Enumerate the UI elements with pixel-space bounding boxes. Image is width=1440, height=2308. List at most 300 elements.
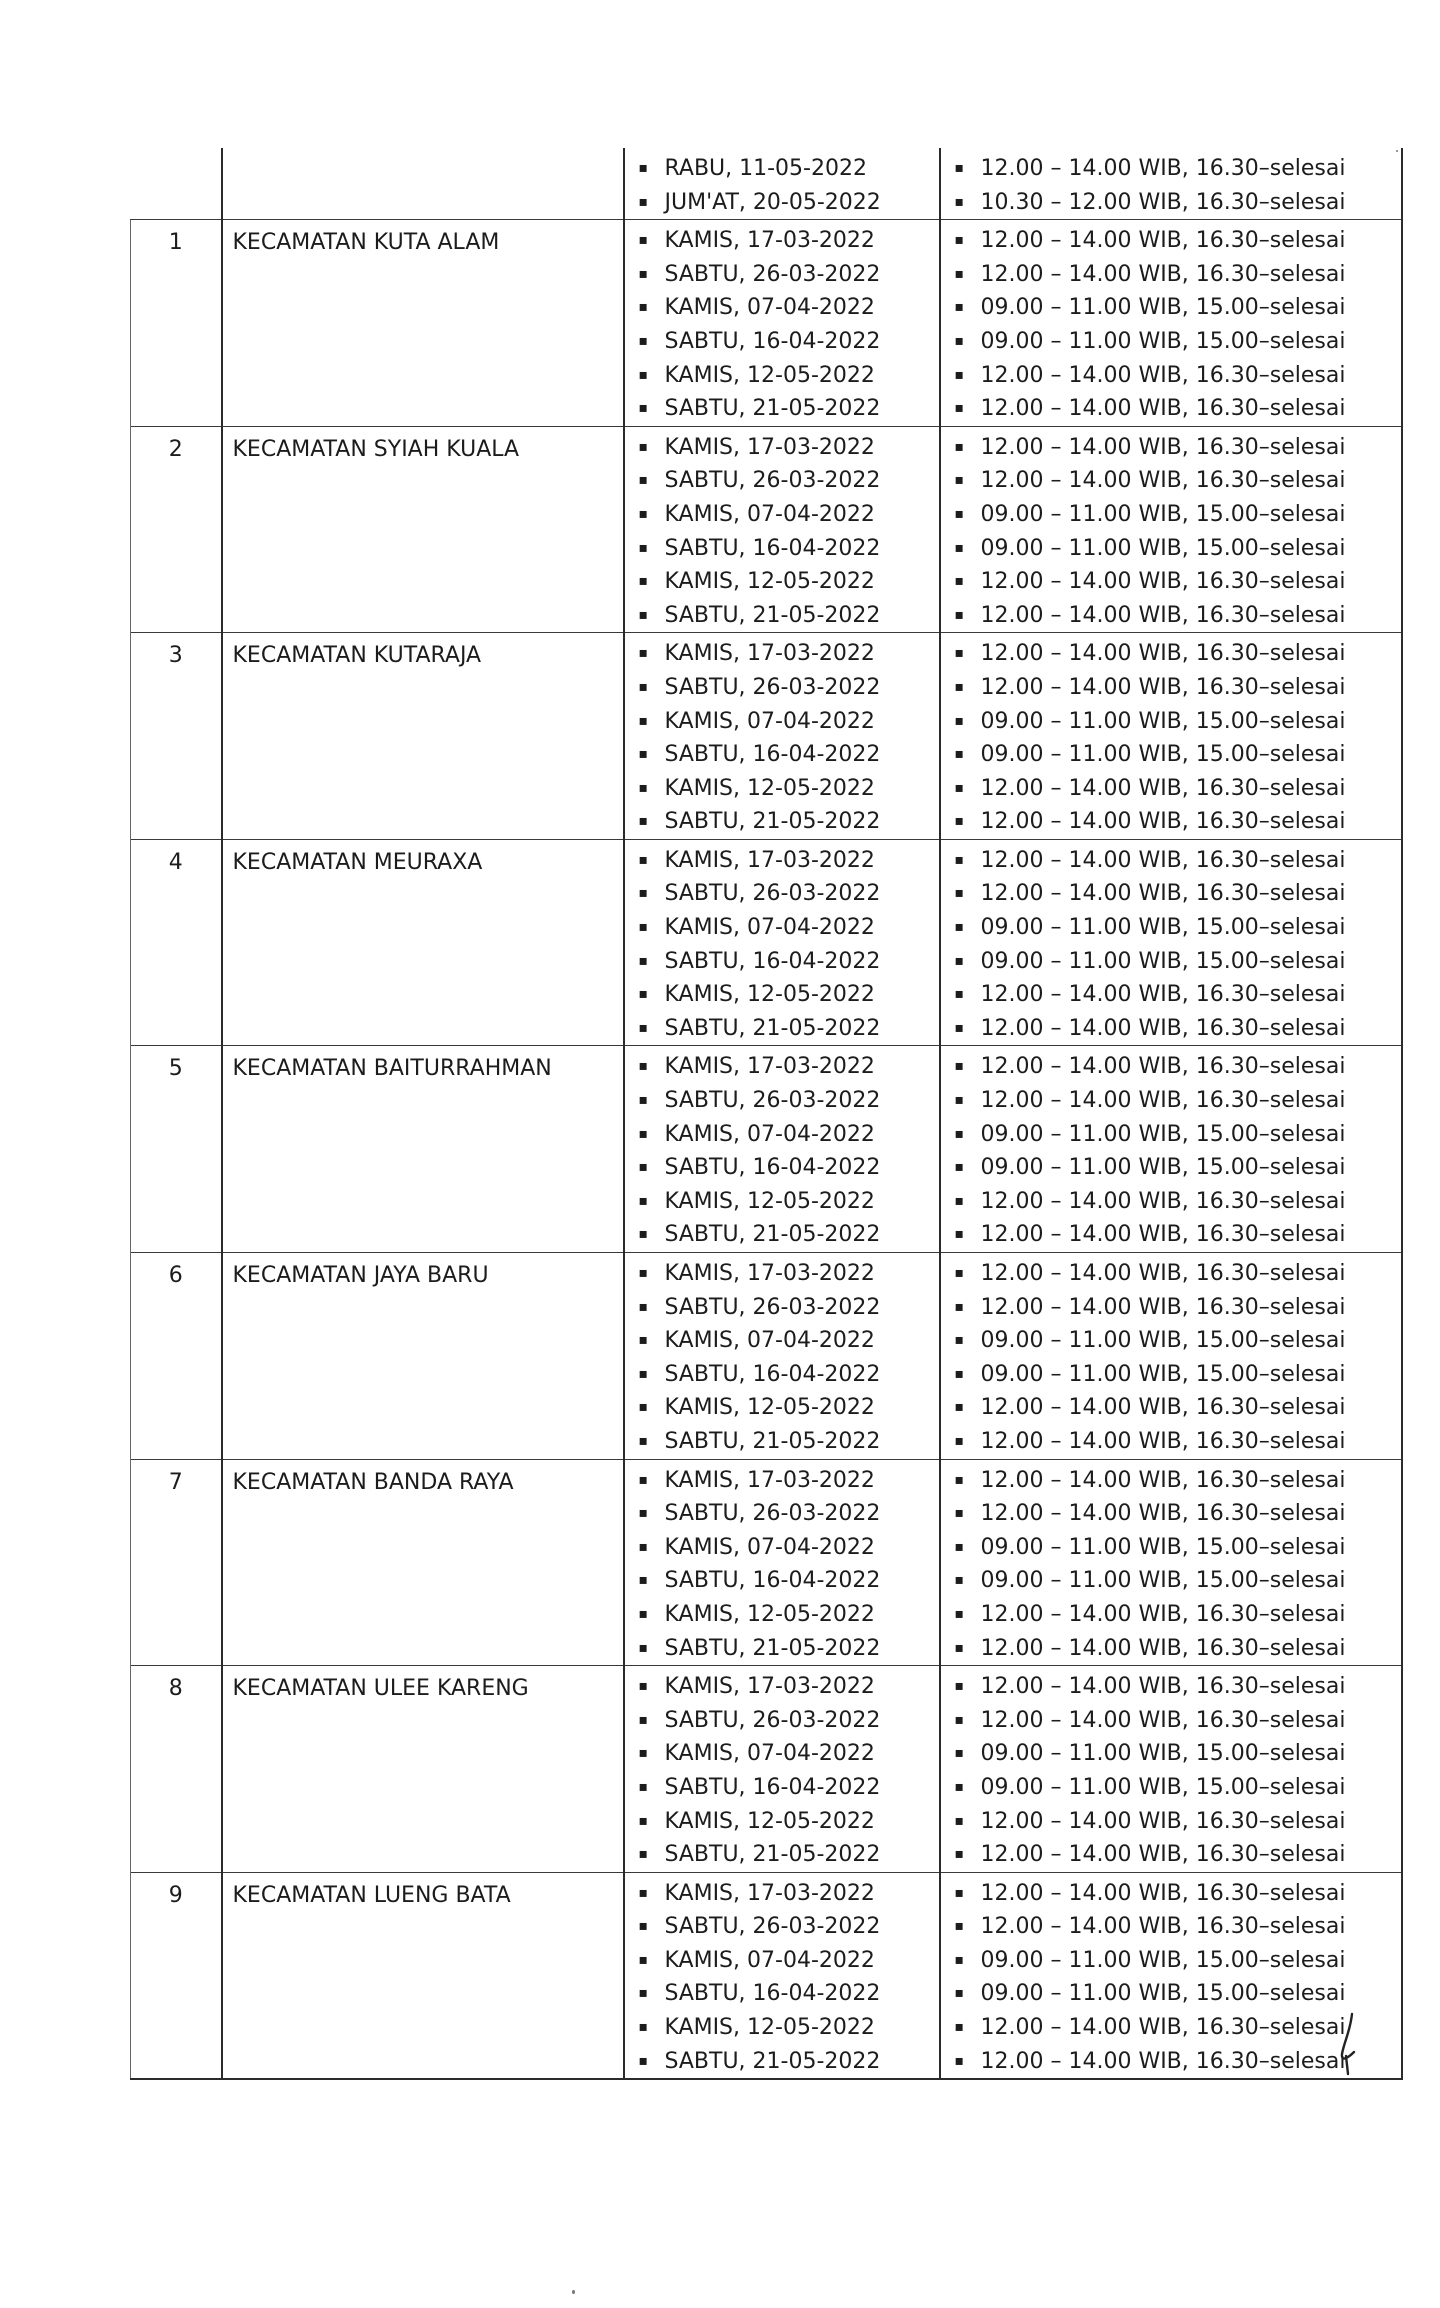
row-number: 8 xyxy=(131,1666,222,1873)
schedule-day-text: RABU, 11-05-2022 xyxy=(664,156,867,181)
bullet-icon: ▪ xyxy=(638,472,648,489)
schedule-days-cell xyxy=(624,1253,940,1460)
schedule-time-item xyxy=(955,291,1401,325)
schedule-day-text: KAMIS, 17-03-2022 xyxy=(664,1880,875,1906)
bullet-icon: ▪ xyxy=(638,160,648,176)
bullet-icon: ▪ xyxy=(954,746,964,763)
bullet-icon: ▪ xyxy=(954,678,964,695)
schedule-day-text: KAMIS, 17-03-2022 xyxy=(664,1674,875,1700)
schedule-day-text: KAMIS, 12-05-2022 xyxy=(664,775,875,801)
schedule-day-item xyxy=(639,258,939,292)
bullet-icon: ▪ xyxy=(638,1605,648,1622)
schedule-time-text: 12.00 – 14.00 WIB, 16.30–selesai xyxy=(980,1188,1346,1214)
schedule-time-item xyxy=(955,325,1401,359)
bullet-icon: ▪ xyxy=(638,1365,648,1382)
row-number: 2 xyxy=(131,426,222,633)
bullet-icon: ▪ xyxy=(954,1846,964,1863)
schedule-time-item xyxy=(955,844,1401,878)
row-number: 5 xyxy=(131,1046,222,1253)
schedule-time-item xyxy=(955,1497,1401,1531)
schedule-day-text: SABTU, 21-05-2022 xyxy=(664,602,881,628)
schedule-day-text: KAMIS, 07-04-2022 xyxy=(664,501,875,527)
table-row xyxy=(131,1666,1402,1873)
bullet-icon: ▪ xyxy=(638,2052,648,2069)
bullet-icon: ▪ xyxy=(638,952,648,969)
district-name: KECAMATAN MEURAXA xyxy=(222,839,624,1046)
schedule-time-item xyxy=(955,532,1401,566)
schedule-time-text: 12.00 – 14.00 WIB, 16.30–selesai xyxy=(980,1467,1346,1493)
schedule-time-text: 12.00 – 14.00 WIB, 16.30–selesai xyxy=(980,362,1346,388)
schedule-days-cell xyxy=(624,1459,940,1666)
schedule-day-item xyxy=(639,805,939,839)
schedule-time-text: 12.00 – 14.00 WIB, 16.30–selesai xyxy=(980,1842,1346,1868)
schedule-time-item xyxy=(955,738,1401,772)
bullet-icon: ▪ xyxy=(954,2019,964,2036)
schedule-time-item xyxy=(955,1805,1401,1839)
district-name: KECAMATAN LUENG BATA xyxy=(222,1872,624,2079)
bullet-icon: ▪ xyxy=(638,539,648,556)
schedule-times-cell xyxy=(940,148,1402,220)
bullet-icon: ▪ xyxy=(954,1092,964,1109)
schedule-day-text: SABTU, 16-04-2022 xyxy=(664,1568,881,1594)
schedule-time-text: 12.00 – 14.00 WIB, 16.30–selesai xyxy=(980,775,1346,801)
bullet-icon: ▪ xyxy=(638,232,648,249)
district-name: KECAMATAN KUTARAJA xyxy=(222,633,624,840)
bullet-icon: ▪ xyxy=(638,1159,648,1176)
schedule-time-item xyxy=(955,1838,1401,1872)
bullet-icon: ▪ xyxy=(638,712,648,729)
bullet-icon: ▪ xyxy=(954,712,964,729)
schedule-days-cell xyxy=(624,1666,940,1873)
bullet-icon: ▪ xyxy=(954,1605,964,1622)
bullet-icon: ▪ xyxy=(638,1058,648,1075)
bullet-icon: ▪ xyxy=(954,606,964,623)
schedule-day-item xyxy=(639,1358,939,1392)
schedule-day-text: SABTU, 26-03-2022 xyxy=(664,468,881,494)
schedule-day-text: KAMIS, 17-03-2022 xyxy=(664,1054,875,1080)
schedule-time-text: 09.00 – 11.00 WIB, 15.00–selesai xyxy=(980,1568,1346,1594)
bullet-icon: ▪ xyxy=(954,1639,964,1656)
bullet-icon: ▪ xyxy=(638,366,648,383)
bullet-icon: ▪ xyxy=(954,1778,964,1795)
schedule-time-text: 12.00 – 14.00 WIB, 16.30–selesai xyxy=(980,1054,1346,1080)
schedule-time-item xyxy=(955,1737,1401,1771)
bullet-icon: ▪ xyxy=(954,1678,964,1695)
schedule-time-text: 12.00 – 14.00 WIB, 16.30–selesai xyxy=(980,1808,1346,1834)
schedule-day-item xyxy=(639,1050,939,1084)
bullet-icon: ▪ xyxy=(954,1159,964,1176)
schedule-time-item xyxy=(955,392,1401,426)
schedule-day-item xyxy=(639,1257,939,1291)
bullet-icon: ▪ xyxy=(954,1226,964,1243)
schedule-time-item xyxy=(955,1391,1401,1425)
schedule-time-text: 09.00 – 11.00 WIB, 15.00–selesai xyxy=(980,328,1346,354)
schedule-time-item xyxy=(955,1944,1401,1978)
bullet-icon: ▪ xyxy=(954,2052,964,2069)
bullet-icon: ▪ xyxy=(638,1432,648,1449)
schedule-time-item xyxy=(955,671,1401,705)
schedule-time-text: 12.00 – 14.00 WIB, 16.30–selesai xyxy=(980,881,1346,907)
schedule-day-item xyxy=(639,911,939,945)
schedule-time-item xyxy=(955,978,1401,1012)
schedule-times-cell xyxy=(940,220,1402,427)
schedule-time-item xyxy=(955,1977,1401,2011)
schedule-day-item xyxy=(639,325,939,359)
schedule-day-item xyxy=(639,1391,939,1425)
bullet-icon: ▪ xyxy=(954,779,964,796)
schedule-day-item xyxy=(639,1877,939,1911)
schedule-time-item xyxy=(955,359,1401,393)
bullet-icon: ▪ xyxy=(954,952,964,969)
scan-speck xyxy=(1396,150,1398,152)
schedule-time-item xyxy=(955,1358,1401,1392)
table-row xyxy=(131,220,1402,427)
schedule-time-text: 12.00 – 14.00 WIB, 16.30–selesai xyxy=(980,847,1346,873)
district-name: KECAMATAN BANDA RAYA xyxy=(222,1459,624,1666)
schedule-day-item xyxy=(639,705,939,739)
schedule-times-cell xyxy=(940,1459,1402,1666)
schedule-day-text: JUM'AT, 20-05-2022 xyxy=(664,189,881,215)
schedule-time-text: 12.00 – 14.00 WIB, 16.30–selesai xyxy=(980,1088,1346,1114)
bullet-icon: ▪ xyxy=(638,746,648,763)
schedule-time-item xyxy=(955,1084,1401,1118)
bullet-icon: ▪ xyxy=(954,986,964,1003)
bullet-icon: ▪ xyxy=(954,1399,964,1416)
schedule-time-item xyxy=(955,1118,1401,1152)
schedule-time-item xyxy=(955,152,1401,186)
bullet-icon: ▪ xyxy=(954,1058,964,1075)
schedule-time-item xyxy=(955,1151,1401,1185)
bullet-icon: ▪ xyxy=(638,1639,648,1656)
schedule-day-text: KAMIS, 12-05-2022 xyxy=(664,982,875,1008)
schedule-day-item xyxy=(639,1425,939,1459)
bullet-icon: ▪ xyxy=(954,160,964,176)
schedule-day-text: SABTU, 26-03-2022 xyxy=(664,1914,881,1940)
schedule-time-text: 09.00 – 11.00 WIB, 15.00–selesai xyxy=(980,501,1346,527)
bullet-icon: ▪ xyxy=(954,1745,964,1762)
schedule-time-text: 12.00 – 14.00 WIB, 16.30–selesai xyxy=(980,1261,1346,1286)
bullet-icon: ▪ xyxy=(638,678,648,695)
schedule-time-text: 09.00 – 11.00 WIB, 15.00–selesai xyxy=(980,1981,1346,2007)
bullet-icon: ▪ xyxy=(638,1399,648,1416)
bullet-icon: ▪ xyxy=(954,851,964,868)
schedule-day-text: KAMIS, 07-04-2022 xyxy=(664,1121,875,1147)
schedule-day-item xyxy=(639,1531,939,1565)
schedule-day-item xyxy=(639,1324,939,1358)
schedule-day-item xyxy=(639,1564,939,1598)
table-row xyxy=(131,1872,1402,2079)
schedule-time-text: 10.30 – 12.00 WIB, 16.30–selesai xyxy=(980,189,1346,215)
bullet-icon: ▪ xyxy=(638,1265,648,1281)
schedule-day-item xyxy=(639,1670,939,1704)
scan-speck xyxy=(572,2290,575,2294)
schedule-day-item xyxy=(639,1838,939,1872)
schedule-time-text: 12.00 – 14.00 WIB, 16.30–selesai xyxy=(980,156,1346,181)
schedule-time-item xyxy=(955,1257,1401,1291)
bullet-icon: ▪ xyxy=(638,1812,648,1829)
schedule-day-item xyxy=(639,2011,939,2045)
schedule-days-cell xyxy=(624,1872,940,2079)
schedule-day-text: KAMIS, 17-03-2022 xyxy=(664,434,875,460)
bullet-icon: ▪ xyxy=(638,1884,648,1901)
schedule-time-item xyxy=(955,1218,1401,1252)
schedule-time-item xyxy=(955,186,1401,220)
schedule-time-item xyxy=(955,705,1401,739)
bullet-icon: ▪ xyxy=(638,505,648,522)
schedule-time-text: 09.00 – 11.00 WIB, 15.00–selesai xyxy=(980,1947,1346,1973)
bullet-icon: ▪ xyxy=(638,813,648,830)
schedule-day-text: KAMIS, 07-04-2022 xyxy=(664,1534,875,1560)
bullet-icon: ▪ xyxy=(638,1332,648,1349)
bullet-icon: ▪ xyxy=(638,1092,648,1109)
bullet-icon: ▪ xyxy=(954,400,964,417)
bullet-icon: ▪ xyxy=(954,299,964,316)
schedule-time-item xyxy=(955,1185,1401,1219)
schedule-day-item xyxy=(639,671,939,705)
bullet-icon: ▪ xyxy=(954,193,964,210)
row-number: 6 xyxy=(131,1253,222,1460)
schedule-time-text: 12.00 – 14.00 WIB, 16.30–selesai xyxy=(980,1428,1346,1454)
schedule-time-text: 09.00 – 11.00 WIB, 15.00–selesai xyxy=(980,1774,1346,1800)
schedule-day-item xyxy=(639,844,939,878)
schedule-day-item xyxy=(639,498,939,532)
schedule-times-cell xyxy=(940,633,1402,840)
bullet-icon: ▪ xyxy=(638,1711,648,1728)
bullet-icon: ▪ xyxy=(638,1192,648,1209)
schedule-time-text: 12.00 – 14.00 WIB, 16.30–selesai xyxy=(980,569,1346,595)
schedule-time-item xyxy=(955,1877,1401,1911)
row-number: 3 xyxy=(131,633,222,840)
schedule-day-text: SABTU, 16-04-2022 xyxy=(664,535,881,561)
schedule-time-text: 09.00 – 11.00 WIB, 15.00–selesai xyxy=(980,948,1346,974)
schedule-day-text: KAMIS, 12-05-2022 xyxy=(664,569,875,595)
bullet-icon: ▪ xyxy=(638,645,648,662)
schedule-day-text: KAMIS, 12-05-2022 xyxy=(664,1601,875,1627)
schedule-time-text: 09.00 – 11.00 WIB, 15.00–selesai xyxy=(980,1361,1346,1387)
schedule-time-item xyxy=(955,258,1401,292)
schedule-time-text: 12.00 – 14.00 WIB, 16.30–selesai xyxy=(980,468,1346,494)
schedule-day-item xyxy=(639,772,939,806)
schedule-day-item xyxy=(639,1805,939,1839)
bullet-icon: ▪ xyxy=(954,1711,964,1728)
bullet-icon: ▪ xyxy=(954,472,964,489)
schedule-time-text: 12.00 – 14.00 WIB, 16.30–selesai xyxy=(980,2015,1346,2041)
schedule-day-text: SABTU, 21-05-2022 xyxy=(664,2048,881,2074)
table-row xyxy=(131,1046,1402,1253)
schedule-day-item xyxy=(639,359,939,393)
bullet-icon: ▪ xyxy=(954,1332,964,1349)
schedule-day-text: SABTU, 26-03-2022 xyxy=(664,1088,881,1114)
schedule-times-cell xyxy=(940,426,1402,633)
schedule-time-text: 09.00 – 11.00 WIB, 15.00–selesai xyxy=(980,708,1346,734)
schedule-day-item xyxy=(639,1704,939,1738)
schedule-times-cell xyxy=(940,1666,1402,1873)
bullet-icon: ▪ xyxy=(954,813,964,830)
schedule-time-text: 12.00 – 14.00 WIB, 16.30–selesai xyxy=(980,674,1346,700)
bullet-icon: ▪ xyxy=(954,1812,964,1829)
schedule-day-item xyxy=(639,1185,939,1219)
bullet-icon: ▪ xyxy=(638,986,648,1003)
schedule-day-text: SABTU, 16-04-2022 xyxy=(664,1361,881,1387)
schedule-time-item xyxy=(955,877,1401,911)
schedule-time-item xyxy=(955,1704,1401,1738)
schedule-time-text: 09.00 – 11.00 WIB, 15.00–selesai xyxy=(980,915,1346,941)
schedule-time-item xyxy=(955,1531,1401,1565)
bullet-icon: ▪ xyxy=(638,1471,648,1488)
row-number: 4 xyxy=(131,839,222,1046)
schedule-time-item xyxy=(955,637,1401,671)
schedule-time-text: 12.00 – 14.00 WIB, 16.30–selesai xyxy=(980,1601,1346,1627)
schedule-day-text: SABTU, 16-04-2022 xyxy=(664,948,881,974)
schedule-day-item xyxy=(639,1632,939,1666)
schedule-time-text: 12.00 – 14.00 WIB, 16.30–selesai xyxy=(980,1015,1346,1041)
table-row xyxy=(131,1253,1402,1460)
schedule-time-item xyxy=(955,1670,1401,1704)
bullet-icon: ▪ xyxy=(954,438,964,455)
district-name: KECAMATAN BAITURRAHMAN xyxy=(222,1046,624,1253)
schedule-days-cell xyxy=(624,148,940,220)
handwritten-initial-mark xyxy=(1336,2012,1360,2076)
schedule-time-item xyxy=(955,1050,1401,1084)
bullet-icon: ▪ xyxy=(638,193,648,210)
bullet-icon: ▪ xyxy=(638,885,648,902)
schedule-day-item xyxy=(639,291,939,325)
district-name xyxy=(222,148,624,220)
schedule-day-item xyxy=(639,1977,939,2011)
table-row xyxy=(131,148,1402,220)
table-row xyxy=(131,426,1402,633)
schedule-day-text: SABTU, 26-03-2022 xyxy=(664,1707,881,1733)
schedule-day-item xyxy=(639,2045,939,2079)
schedule-time-text: 12.00 – 14.00 WIB, 16.30–selesai xyxy=(980,1914,1346,1940)
schedule-day-item xyxy=(639,431,939,465)
schedule-time-text: 12.00 – 14.00 WIB, 16.30–selesai xyxy=(980,1501,1346,1527)
schedule-day-text: KAMIS, 07-04-2022 xyxy=(664,708,875,734)
bullet-icon: ▪ xyxy=(954,573,964,590)
schedule-time-text: 12.00 – 14.00 WIB, 16.30–selesai xyxy=(980,602,1346,628)
schedule-day-item xyxy=(639,1910,939,1944)
schedule-time-text: 09.00 – 11.00 WIB, 15.00–selesai xyxy=(980,1121,1346,1147)
schedule-day-item xyxy=(639,1012,939,1046)
schedule-day-item xyxy=(639,224,939,258)
schedule-day-item xyxy=(639,1598,939,1632)
bullet-icon: ▪ xyxy=(954,1572,964,1589)
bullet-icon: ▪ xyxy=(954,539,964,556)
schedule-time-item xyxy=(955,498,1401,532)
schedule-time-text: 12.00 – 14.00 WIB, 16.30–selesai xyxy=(980,1674,1346,1700)
schedule-time-text: 12.00 – 14.00 WIB, 16.30–selesai xyxy=(980,809,1346,835)
bullet-icon: ▪ xyxy=(638,265,648,282)
schedule-times-cell xyxy=(940,1872,1402,2079)
schedule-day-text: KAMIS, 12-05-2022 xyxy=(664,362,875,388)
table-row xyxy=(131,839,1402,1046)
schedule-day-text: KAMIS, 17-03-2022 xyxy=(664,228,875,254)
schedule-time-text: 12.00 – 14.00 WIB, 16.30–selesai xyxy=(980,1395,1346,1421)
bullet-icon: ▪ xyxy=(954,1918,964,1935)
bullet-icon: ▪ xyxy=(954,1432,964,1449)
schedule-time-text: 12.00 – 14.00 WIB, 16.30–selesai xyxy=(980,641,1346,667)
bullet-icon: ▪ xyxy=(638,1745,648,1762)
schedule-time-text: 12.00 – 14.00 WIB, 16.30–selesai xyxy=(980,396,1346,422)
bullet-icon: ▪ xyxy=(638,1505,648,1522)
table-row xyxy=(131,633,1402,840)
schedule-day-item xyxy=(639,738,939,772)
bullet-icon: ▪ xyxy=(638,606,648,623)
schedule-day-text: SABTU, 26-03-2022 xyxy=(664,1294,881,1320)
schedule-day-text: KAMIS, 17-03-2022 xyxy=(664,847,875,873)
schedule-day-item xyxy=(639,1771,939,1805)
bullet-icon: ▪ xyxy=(638,1846,648,1863)
schedule-day-item xyxy=(639,945,939,979)
schedule-day-text: KAMIS, 07-04-2022 xyxy=(664,915,875,941)
schedule-time-text: 09.00 – 11.00 WIB, 15.00–selesai xyxy=(980,535,1346,561)
schedule-day-item xyxy=(639,1464,939,1498)
schedule-day-text: SABTU, 26-03-2022 xyxy=(664,1501,881,1527)
schedule-times-cell xyxy=(940,1253,1402,1460)
bullet-icon: ▪ xyxy=(954,1192,964,1209)
schedule-day-item xyxy=(639,1944,939,1978)
schedule-time-item xyxy=(955,431,1401,465)
bullet-icon: ▪ xyxy=(638,299,648,316)
schedule-day-text: SABTU, 21-05-2022 xyxy=(664,809,881,835)
schedule-time-text: 12.00 – 14.00 WIB, 16.30–selesai xyxy=(980,228,1346,254)
schedule-days-cell xyxy=(624,220,940,427)
schedule-day-item xyxy=(639,599,939,633)
bullet-icon: ▪ xyxy=(638,1951,648,1968)
schedule-times-cell xyxy=(940,839,1402,1046)
schedule-day-text: KAMIS, 12-05-2022 xyxy=(664,1395,875,1421)
schedule-days-cell xyxy=(624,426,940,633)
schedule-time-text: 09.00 – 11.00 WIB, 15.00–selesai xyxy=(980,1741,1346,1767)
schedule-time-item xyxy=(955,1464,1401,1498)
schedule-time-text: 12.00 – 14.00 WIB, 16.30–selesai xyxy=(980,1635,1346,1661)
schedule-day-text: KAMIS, 17-03-2022 xyxy=(664,641,875,667)
schedule-time-text: 12.00 – 14.00 WIB, 16.30–selesai xyxy=(980,2048,1346,2074)
schedule-time-item xyxy=(955,1291,1401,1325)
schedule-time-item xyxy=(955,1910,1401,1944)
bullet-icon: ▪ xyxy=(954,885,964,902)
schedule-day-text: SABTU, 26-03-2022 xyxy=(664,674,881,700)
schedule-days-cell xyxy=(624,633,940,840)
row-number xyxy=(131,148,222,220)
schedule-day-text: KAMIS, 07-04-2022 xyxy=(664,1328,875,1354)
bullet-icon: ▪ xyxy=(954,366,964,383)
schedule-day-item xyxy=(639,877,939,911)
table-row xyxy=(131,1459,1402,1666)
schedule-day-item xyxy=(639,464,939,498)
bullet-icon: ▪ xyxy=(954,505,964,522)
schedule-time-item xyxy=(955,1598,1401,1632)
schedule-time-text: 09.00 – 11.00 WIB, 15.00–selesai xyxy=(980,1328,1346,1354)
district-name: KECAMATAN KUTA ALAM xyxy=(222,220,624,427)
schedule-day-item xyxy=(639,152,939,186)
bullet-icon: ▪ xyxy=(638,400,648,417)
schedule-time-text: 12.00 – 14.00 WIB, 16.30–selesai xyxy=(980,1294,1346,1320)
bullet-icon: ▪ xyxy=(954,1505,964,1522)
schedule-day-text: KAMIS, 07-04-2022 xyxy=(664,1741,875,1767)
bullet-icon: ▪ xyxy=(954,919,964,936)
schedule-time-item xyxy=(955,911,1401,945)
bullet-icon: ▪ xyxy=(638,2019,648,2036)
bullet-icon: ▪ xyxy=(954,1985,964,2002)
schedule-time-item xyxy=(955,1632,1401,1666)
schedule-table-body xyxy=(131,148,1402,2079)
bullet-icon: ▪ xyxy=(638,438,648,455)
schedule-time-item xyxy=(955,2011,1401,2045)
bullet-icon: ▪ xyxy=(954,1019,964,1036)
schedule-time-item xyxy=(955,464,1401,498)
bullet-icon: ▪ xyxy=(638,1125,648,1142)
